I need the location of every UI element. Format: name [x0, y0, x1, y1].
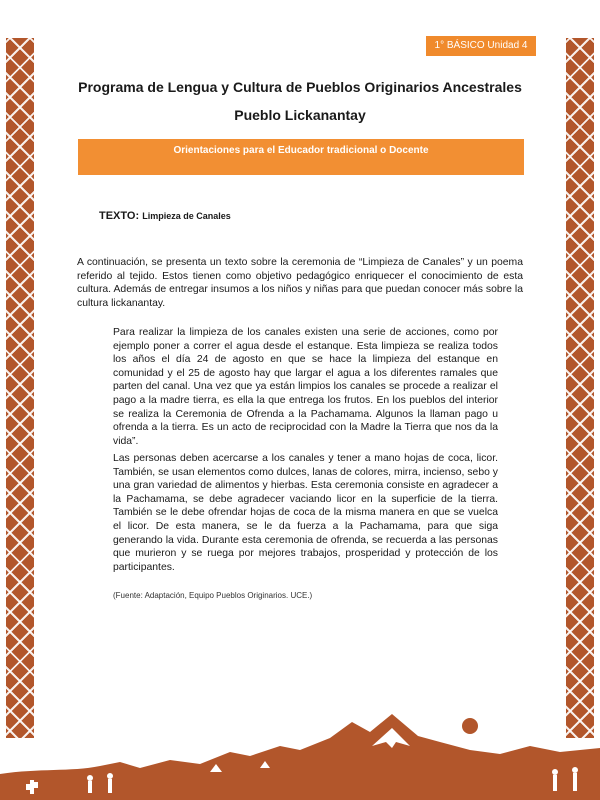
people-title: Pueblo Lickanantay: [234, 107, 366, 123]
orientation-banner: Orientaciones para el Educador tradicional o Docente: [78, 139, 524, 175]
decorative-border-right: [566, 38, 594, 738]
unit-badge: 1° BÁSICO Unidad 4: [426, 36, 536, 56]
text-heading-label: TEXTO:: [99, 210, 140, 222]
footer-landscape-illustration: [0, 702, 600, 800]
text-heading: [99, 210, 231, 222]
intro-paragraph: A continuación, se presenta un texto sobre la ceremonia de “Limpieza de Canales” y un poema referido al tejido. Estos tienen como objetivo pedagógico enriquecer el conocimiento de esta cultura. Además de entregar insumos a los niños y niñas para que puedan conocer más sobre la cultura lickanantay.: [77, 257, 523, 309]
decorative-border-left: [6, 38, 34, 738]
body-paragraph-1: Para realizar la limpieza de los canales existen una serie de acciones, como por ejemplo poner a correr el agua desde el estanque. Esta limpieza se realiza todos los años el día 24 de agosto en que se hace la limpieza del estanque en comunidad y el 25 de agosto hay que largar el agua a los diferentes ramales que parten del canal. Una vez que ya están limpios los canales se procede a realizar el pago a la madre tierra, es ella la que entrega los frutos. En los pueblos del interior se realiza la Ceremonia de Ofrenda a la Pachamama. Algunos la llaman pago u ofrenda a la tierra. Es un acto de reciprocidad con la Madre la Tierra que nos da la vida”.: [113, 327, 498, 447]
text-heading-name: Limpieza de Canales: [142, 211, 231, 221]
body-paragraph-2: Las personas deben acercarse a los canales y tener a mano hojas de coca, licor. También, se usan elementos como dulces, lanas de colores, mirra, incienso, sebo y una gran variedad de alimentos y hierbas. Esta ceremonia consiste en agradecer a la Pachamama, se debe agradecer vaciando licor en la superficie de la tierra. También se le debe ofrendar hojas de coca de la misma manera en que se vuelca el licor. De esta manera, se le da fuerza a la Pachamama, para que siga generando la vida. Durante esta ceremonia de ofrenda, se recuerda a las personas que murieron y se ruega por mejores trabajos, prosperidad y protección de los participantes.: [113, 453, 498, 573]
source-citation: (Fuente: Adaptación, Equipo Pueblos Originarios. UCE.): [113, 591, 313, 600]
program-title: Programa de Lengua y Cultura de Pueblos Originarios Ancestrales: [78, 79, 522, 95]
